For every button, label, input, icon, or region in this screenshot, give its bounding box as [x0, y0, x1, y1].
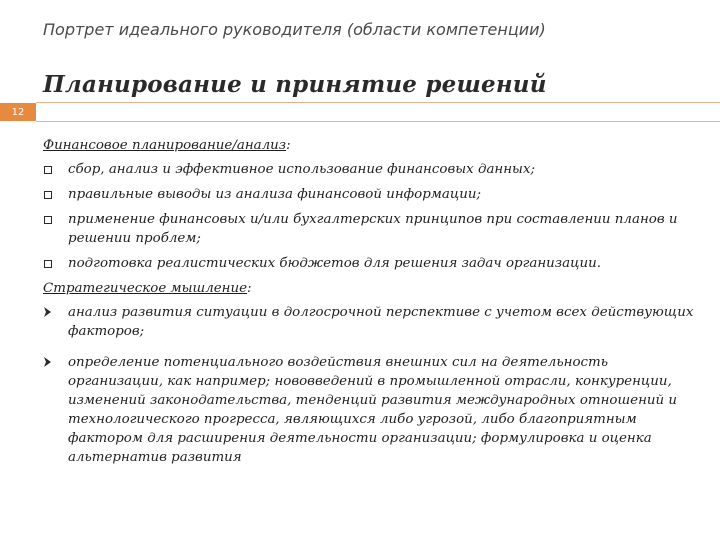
square-bullet-icon	[44, 260, 52, 268]
list-item-text: правильные выводы из анализа финансовой информации;	[68, 187, 481, 202]
slide-content	[43, 136, 698, 479]
list-item	[43, 160, 698, 179]
list-item-text: определение потенциального воздействия внешних сил на деятельность организации, как например; нововведений в промышленной отрасли, конкуренции, изменений законодательства, тенденций развития международных отношений и технологического прогресса, являющихся либо угрозой, либо благоприятным фактором для расширения деятельности организации; формулировка и оценка альтернатив развития	[68, 355, 678, 465]
list-item-text: подготовка реалистических бюджетов для решения задач организации.	[68, 256, 601, 271]
list-item	[43, 210, 698, 248]
slide-supertitle: Портрет идеального руководителя (области компетенции)	[43, 20, 546, 39]
section-heading-colon: :	[247, 281, 252, 296]
divider-line-bottom	[36, 121, 720, 122]
list-item-text: анализ развития ситуации в долгосрочной перспективе с учетом всех действующих факторов;	[68, 305, 694, 339]
section-heading-colon: :	[286, 138, 291, 153]
section-financial	[43, 136, 698, 273]
section-heading-financial: Финансовое планирование/анализ	[43, 138, 287, 153]
list-item-text: сбор, анализ и эффективное использование финансовых данных;	[68, 162, 536, 177]
list-item	[43, 254, 698, 273]
list-item-text: применение финансовых и/или бухгалтерских принципов при составлении планов и решении проблем;	[68, 212, 678, 246]
square-bullet-icon	[44, 166, 52, 174]
divider-line-top	[36, 102, 720, 103]
list-item	[43, 303, 698, 341]
list-item	[43, 353, 698, 467]
square-bullet-icon	[44, 216, 52, 224]
arrow-bullet-icon	[43, 356, 53, 368]
section-heading-strategic: Стратегическое мышление	[43, 281, 248, 296]
title-divider	[0, 102, 720, 122]
slide-title: Планирование и принятие решений	[43, 71, 547, 98]
arrow-bullet-icon	[43, 306, 53, 318]
slide-number: 12	[0, 103, 36, 121]
list-item	[43, 185, 698, 204]
section-strategic	[43, 279, 698, 467]
square-bullet-icon	[44, 191, 52, 199]
